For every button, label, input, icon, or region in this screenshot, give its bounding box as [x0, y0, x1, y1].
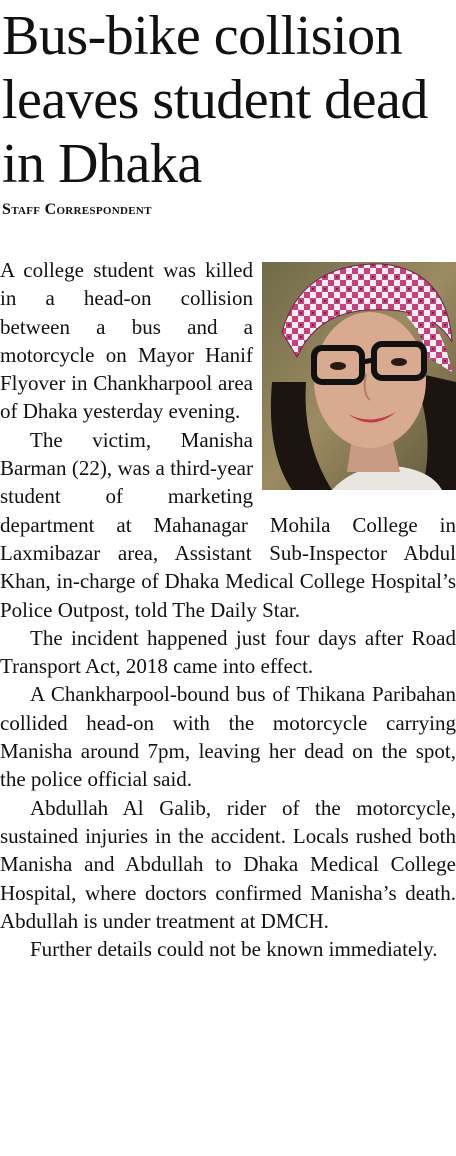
article-body	[0, 256, 456, 963]
paragraph-2: The victim, Manisha Barman (22), was a third-year student of marketing department at Mahanagar Mohila College in Laxmibazar area, Assistant Sub-Inspector Abdul Khan, in-charge of Dhaka Medical College Hospital’s Police Outpost, told The Daily Star.	[0, 427, 456, 622]
paragraph-3: The incident happened just four days after Road Transport Act, 2018 came into effect.	[0, 625, 456, 679]
headline: Bus-bike collision leaves student dead in Dhaka	[2, 5, 428, 195]
paragraph-5: Abdullah Al Galib, rider of the motorcycle, sustained injuries in the accident. Locals rushed both Manisha and Abdullah to Dhaka Medical College Hospital, where doctors confirmed Manisha’s death. Abdullah is under treatment at DMCH.	[0, 795, 456, 933]
photo-wrap-spacer	[253, 256, 456, 492]
byline: Staff Correspondent	[2, 201, 152, 218]
paragraph-6: Further details could not be known immediately.	[30, 937, 438, 962]
paragraph-4: A Chankharpool-bound bus of Thikana Paribahan collided head-on with the motorcycle carrying Manisha around 7pm, leaving her dead on the spot, the police official said.	[0, 682, 456, 792]
paragraph-1: A college student was killed in a head-on collision between a bus and a motorcycle on Mayor Hanif Flyover in Chankharpool area of Dhaka yesterday evening.	[0, 258, 253, 424]
